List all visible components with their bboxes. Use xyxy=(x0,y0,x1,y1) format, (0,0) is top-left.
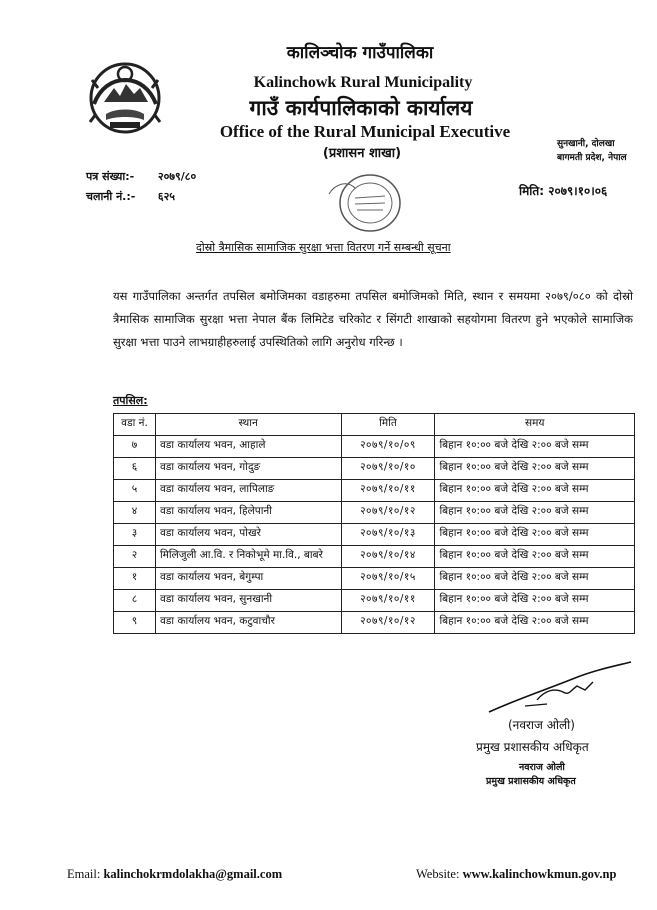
place-cell: वडा कार्यालय भवन, गोदुङ xyxy=(155,458,341,480)
ward-cell: ६ xyxy=(114,458,156,480)
email-label: Email: xyxy=(67,867,101,881)
letter-date xyxy=(519,182,607,199)
letter-number-row xyxy=(86,167,196,187)
header-place: स्थान xyxy=(155,414,341,436)
municipality-name-en: Kalinchowk Rural Municipality xyxy=(253,74,473,91)
letter-number-value: २०७९/८० xyxy=(157,170,197,183)
details-label: तपसिल: xyxy=(113,394,148,407)
place-cell: वडा कार्यालय भवन, सुनखानी xyxy=(155,590,341,612)
place-cell: मिलिजुली आ.वि. र निकोभूमे मा.वि., बाबरे xyxy=(155,546,341,568)
ward-cell: ५ xyxy=(114,480,156,502)
date-cell: २०७९/१०/१३ xyxy=(341,524,435,546)
time-cell: बिहान १०:०० बजे देखि २:०० बजे सम्म xyxy=(435,612,635,634)
title-stamp: प्रमुख प्रशासकीय अधिकृत xyxy=(486,776,576,787)
dispatch-number-row xyxy=(86,187,196,207)
date-cell: २०७९/१०/१२ xyxy=(341,502,435,524)
signatory-title: प्रमुख प्रशासकीय अधिकृत xyxy=(476,740,589,754)
ward-cell: ८ xyxy=(114,590,156,612)
website-label: Website: xyxy=(416,867,460,881)
section-name: (प्रशासन शाखा) xyxy=(322,146,402,161)
table-row xyxy=(114,502,635,524)
header-time: समय xyxy=(435,414,635,436)
time-cell: बिहान १०:०० बजे देखि २:०० बजे सम्म xyxy=(435,458,635,480)
office-stamp-icon xyxy=(325,170,415,236)
notice-body: यस गाउँपालिका अन्तर्गत तपसिल बमोजिमका वडाहरुमा तपसिल बमोजिमको मिति, स्थान र समयमा २०७९/०८० को दोस्रो त्रैमासिक सामाजिक सुरक्षा भत्ता नेपाल बैंक लिमिटेड चरिकोट र सिंगटी शाखाको सहयोगमा वितरण हुने भएकोले सामाजिक सुरक्षा भत्ता पाउने लाभग्राहीहरुलाई उपस्थितिको लागि अनुरोध गरिन्छ । xyxy=(113,289,633,349)
signature-icon xyxy=(485,660,635,720)
office-address xyxy=(557,137,627,165)
time-cell: बिहान १०:०० बजे देखि २:०० बजे सम्म xyxy=(435,436,635,458)
time-cell: बिहान १०:०० बजे देखि २:०० बजे सम्म xyxy=(435,524,635,546)
signatory-name: (नवराज ओली) xyxy=(508,718,575,732)
place-cell: वडा कार्यालय भवन, हिलेपानी xyxy=(155,502,341,524)
name-stamp: नवराज ओली xyxy=(519,762,565,773)
date-cell: २०७९/१०/१० xyxy=(341,458,435,480)
address-line-1: सुनखानी, दोलखा xyxy=(557,139,615,149)
dispatch-number-label: चलानी नं.:- xyxy=(86,190,136,203)
date-value: २०७९।१०।०६ xyxy=(548,184,608,198)
table-row xyxy=(114,546,635,568)
place-cell: वडा कार्यालय भवन, लापिलाङ xyxy=(155,480,341,502)
table-header-row xyxy=(114,414,635,436)
address-line-2: बागमती प्रदेश, नेपाल xyxy=(557,153,627,163)
date-cell: २०७९/१०/०९ xyxy=(341,436,435,458)
table-row xyxy=(114,436,635,458)
place-cell: वडा कार्यालय भवन, पोखरे xyxy=(155,524,341,546)
date-label: मिति: xyxy=(519,184,545,198)
place-cell: वडा कार्यालय भवन, कटुवाचौर xyxy=(155,612,341,634)
header-ward: वडा नं. xyxy=(114,414,156,436)
place-cell: वडा कार्यालय भवन, आहाले xyxy=(155,436,341,458)
date-cell: २०७९/१०/१५ xyxy=(341,568,435,590)
ward-cell: ३ xyxy=(114,524,156,546)
office-name-en: Office of the Rural Municipal Executive xyxy=(219,122,511,141)
footer-website xyxy=(416,867,616,882)
office-name-np: गाउँ कार्यपालिकाको कार्यालय xyxy=(249,96,473,120)
header-date: मिति xyxy=(341,414,435,436)
schedule-table xyxy=(113,413,635,634)
table-row xyxy=(114,480,635,502)
ward-cell: १ xyxy=(114,568,156,590)
date-cell: २०७९/१०/११ xyxy=(341,590,435,612)
place-cell: वडा कार्यालय भवन, बेगुम्पा xyxy=(155,568,341,590)
table-row xyxy=(114,458,635,480)
time-cell: बिहान १०:०० बजे देखि २:०० बजे सम्म xyxy=(435,590,635,612)
notice-subject: दोस्रो त्रैमासिक सामाजिक सुरक्षा भत्ता वितरण गर्ने सम्बन्धी सूचना xyxy=(196,241,451,254)
website-link[interactable]: www.kalinchowkmun.gov.np xyxy=(462,867,617,881)
reference-block xyxy=(86,167,196,207)
date-cell: २०७९/१०/११ xyxy=(341,480,435,502)
time-cell: बिहान १०:०० बजे देखि २:०० बजे सम्म xyxy=(435,480,635,502)
table-row xyxy=(114,568,635,590)
date-cell: २०७९/१०/१२ xyxy=(341,612,435,634)
time-cell: बिहान १०:०० बजे देखि २:०० बजे सम्म xyxy=(435,546,635,568)
dispatch-number-value: ६२५ xyxy=(157,190,176,203)
date-cell: २०७९/१०/१४ xyxy=(341,546,435,568)
time-cell: बिहान १०:०० बजे देखि २:०० बजे सम्म xyxy=(435,568,635,590)
ward-cell: ९ xyxy=(114,612,156,634)
table-row xyxy=(114,524,635,546)
footer-email xyxy=(67,867,282,882)
ward-cell: ४ xyxy=(114,502,156,524)
email-link[interactable]: kalinchokrmdolakha@gmail.com xyxy=(103,867,283,881)
time-cell: बिहान १०:०० बजे देखि २:०० बजे सम्म xyxy=(435,502,635,524)
ward-cell: २ xyxy=(114,546,156,568)
nepal-emblem-icon xyxy=(86,58,164,136)
table-row xyxy=(114,590,635,612)
municipality-name-np: कालिञ्चोक गाउँपालिका xyxy=(286,43,434,63)
letter-number-label: पत्र संख्या:- xyxy=(86,170,135,183)
ward-cell: ७ xyxy=(114,436,156,458)
table-row xyxy=(114,612,635,634)
